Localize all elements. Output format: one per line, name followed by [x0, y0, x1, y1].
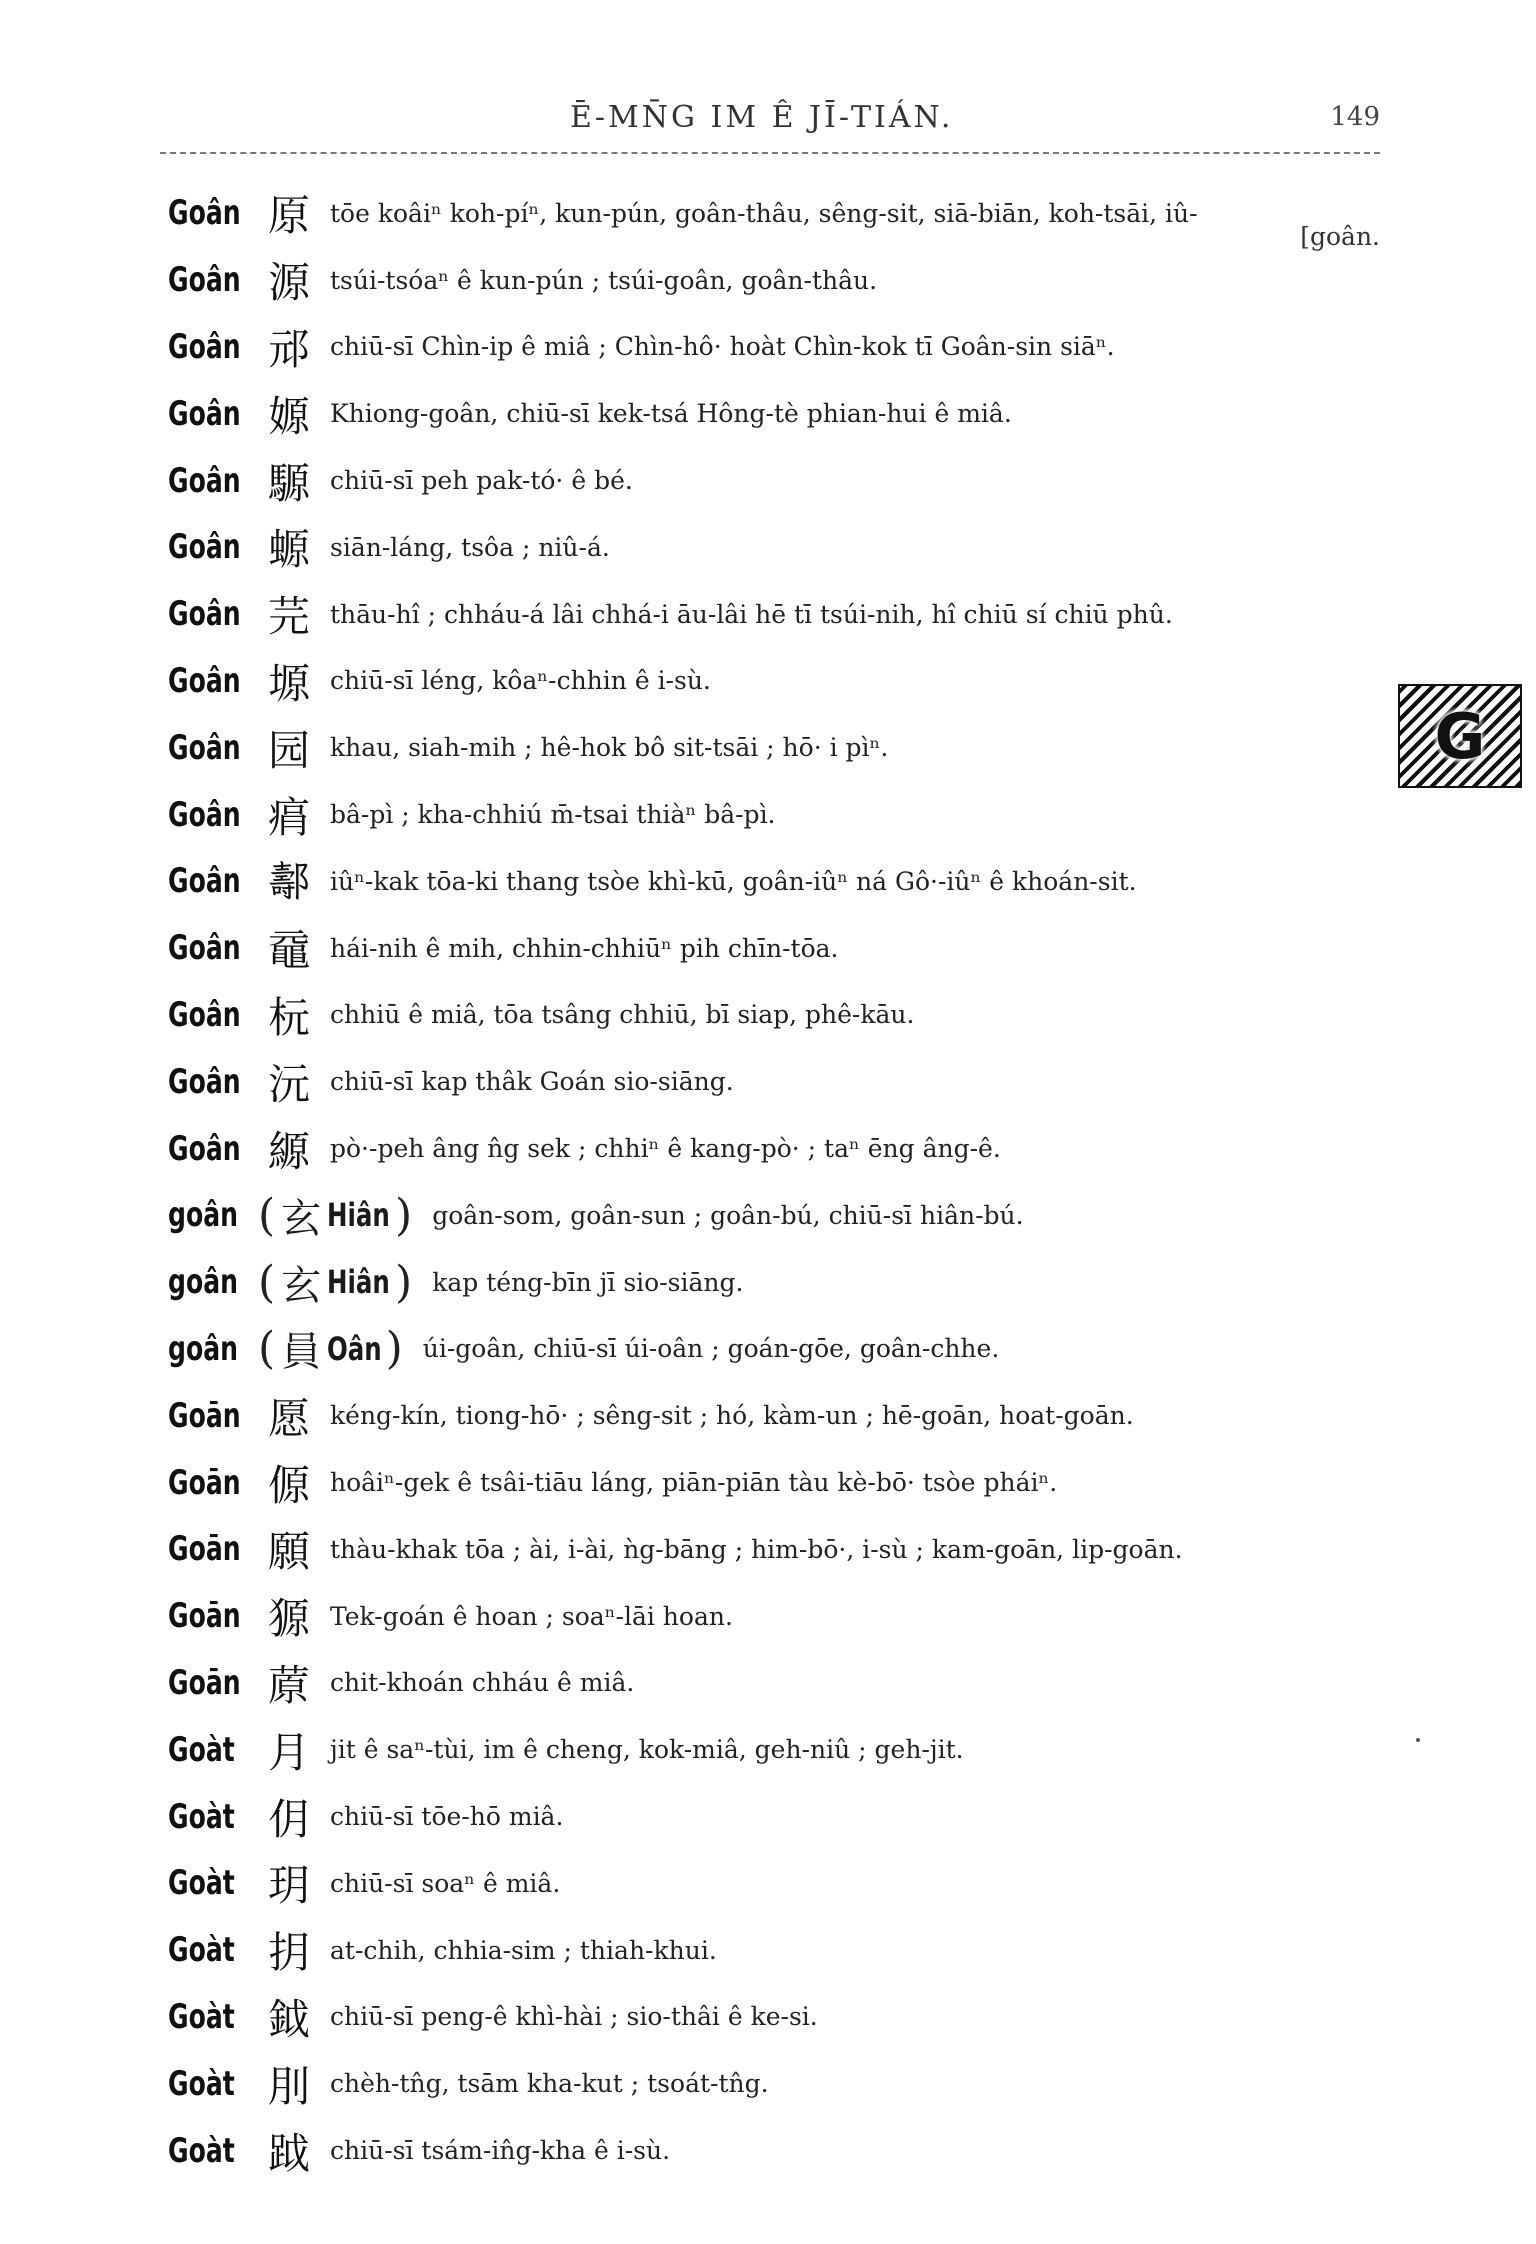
close-paren: )	[395, 1189, 413, 1241]
entry-character: 䟠	[267, 2128, 310, 2178]
entry-headword: Goân	[168, 326, 241, 367]
dictionary-entry	[168, 1182, 1388, 1249]
entry-definition: thāu-hî ; chháu-á lâi chhá-i āu-lâi hē tī tsúi-nih, hî chiū sí chiū phû.	[330, 599, 1173, 629]
entry-definition: chit-khoán chháu ê miâ.	[330, 1668, 635, 1698]
entry-character: 源	[267, 258, 310, 308]
entry-definition: siān-láng, tsôa ; niû-á.	[330, 532, 610, 562]
dictionary-entry	[168, 1516, 1388, 1583]
dictionary-entry	[168, 2117, 1388, 2184]
cross-reference-reading: Hiân	[327, 1263, 390, 1302]
dictionary-entry	[168, 982, 1388, 1049]
entry-headword: Goān	[168, 1462, 241, 1503]
entry-character: 原	[267, 191, 310, 241]
entry-character: 邧	[267, 324, 310, 374]
entry-definition: chiū-sī tōe-hō miâ.	[330, 1802, 564, 1832]
entry-definition: thàu-khak tōa ; ài, i-ài, ǹg-bāng ; him-bō·, i-sù ; kam-goān, lip-goān.	[330, 1534, 1183, 1564]
entry-definition: chiū-sī léng, kôaⁿ-chhin ê i-sù.	[330, 666, 711, 696]
entry-headword: Goàt	[168, 1729, 235, 1770]
entry-headword: Goàt	[168, 2130, 235, 2171]
entry-definition: iûⁿ-kak tōa-ki thang tsòe khì-kū, goân-iûⁿ ná Gô·-iûⁿ ê khoán-sit.	[330, 866, 1137, 896]
entry-definition: chiū-sī peh pak-tó· ê bé.	[330, 466, 633, 496]
entry-headword: Goàt	[168, 1996, 235, 2037]
open-paren: (	[258, 1189, 276, 1241]
cross-reference	[258, 1320, 403, 1377]
dictionary-entry	[168, 1984, 1388, 2051]
cross-reference-character: 玄	[281, 1262, 322, 1309]
close-paren: )	[385, 1323, 403, 1375]
entry-character: 刖	[267, 2061, 310, 2111]
entry-definition: jit ê saⁿ-tùi, im ê cheng, kok-miâ, geh-niû ; geh-jit.	[330, 1735, 964, 1765]
dictionary-entry	[168, 1449, 1388, 1516]
entry-definition: chèh-tn̂g, tsām kha-kut ; tsoát-tn̂g.	[330, 2069, 769, 2099]
entry-character: 騵	[267, 458, 310, 508]
entry-character: 𨞪	[267, 856, 310, 906]
dictionary-entry	[168, 915, 1388, 982]
entry-character: 蒝	[267, 1660, 310, 1710]
entry-definition: hái-nih ê mih, chhin-chhiūⁿ pih chīn-tōa.	[330, 933, 839, 963]
dictionary-entry	[168, 314, 1388, 381]
entry-headword: Goàt	[168, 1796, 235, 1837]
entry-definition: khau, siah-mih ; hê-hok bô sit-tsāi ; hō· i pìⁿ.	[330, 733, 889, 763]
margin-dot	[1416, 1738, 1420, 1742]
entry-character: 鉞	[267, 1994, 310, 2044]
entry-headword: Goân	[168, 1128, 241, 1169]
cross-reference	[258, 1187, 412, 1244]
entry-headword: Goân	[168, 594, 241, 635]
dictionary-entry	[168, 180, 1388, 251]
dictionary-entry	[168, 1583, 1388, 1650]
cross-reference-character: 玄	[281, 1195, 322, 1242]
entry-definition: chiū-sī peng-ê khì-hài ; sio-thâi ê ke-si.	[330, 2002, 818, 2032]
entry-headword: Goân	[168, 994, 241, 1035]
entry-headword: Goàt	[168, 1930, 235, 1971]
entry-character: 縓	[267, 1126, 310, 1176]
entry-definition: kéng-kín, tiong-hō· ; sêng-sit ; hó, kàm-un ; hē-goān, hoat-goān.	[330, 1401, 1134, 1431]
dictionary-entry	[168, 1783, 1388, 1850]
open-paren: (	[258, 1256, 276, 1308]
entry-character: 黿	[267, 926, 310, 976]
entry-headword: Goân	[168, 1061, 241, 1102]
section-tab-letter: G	[1434, 699, 1486, 773]
dictionary-entry	[168, 648, 1388, 715]
entry-definition: pò·-peh âng n̂g sek ; chhiⁿ ê kang-pò· ; taⁿ ēng âng-ê.	[330, 1134, 1001, 1164]
entry-character: 抈	[267, 1928, 310, 1978]
dictionary-entry	[168, 514, 1388, 581]
entry-character: 嫄	[267, 391, 310, 441]
entry-definition: kap téng-bīn jī sio-siāng.	[432, 1267, 744, 1297]
entry-definition: chiū-sī Chìn-ip ê miâ ; Chìn-hô· hoàt Chìn-kok tī Goân-sin siāⁿ.	[330, 332, 1115, 362]
entry-headword: Goân	[168, 193, 241, 234]
entry-definition: tōe koâiⁿ koh-píⁿ, kun-pún, goân-thâu, sêng-sit, siā-biān, koh-tsāi, iû-	[330, 198, 1198, 228]
entry-character: 獂	[267, 1594, 310, 1644]
entry-character: 願	[267, 1527, 310, 1577]
entry-definition: Khiong-goân, chiū-sī kek-tsá Hông-tè phian-hui ê miâ.	[330, 399, 1012, 429]
entry-character: 杬	[267, 992, 310, 1042]
entry-headword: goân	[168, 1328, 238, 1369]
entry-headword: goân	[168, 1262, 238, 1303]
cross-reference-reading: Hiân	[327, 1196, 390, 1235]
running-title: Ē-MN̄G IM Ê JĪ-TIÁN.	[570, 100, 954, 135]
entry-headword: Goân	[168, 928, 241, 969]
entry-character: 月	[267, 1727, 310, 1777]
open-paren: (	[258, 1323, 276, 1375]
cross-reference-character: 員	[281, 1329, 322, 1376]
entry-headword: Goân	[168, 794, 241, 835]
entry-headword: Goàt	[168, 1863, 235, 1904]
section-tab-g	[1398, 684, 1522, 788]
entry-definition: úi-goân, chiū-sī úi-oân ; goán-gōe, goân-chhe.	[422, 1334, 1000, 1364]
entry-character: 园	[267, 725, 310, 775]
entry-definition: at-chih, chhia-sim ; thiah-khui.	[330, 1935, 717, 1965]
entry-character: 螈	[267, 525, 310, 575]
entry-headword: Goān	[168, 1395, 241, 1436]
dictionary-entry	[168, 714, 1388, 781]
entry-character: 塬	[267, 658, 310, 708]
entry-definition: chhiū ê miâ, tōa tsâng chhiū, bī siap, phê-kāu.	[330, 1000, 915, 1030]
dictionary-entry	[168, 1716, 1388, 1783]
entry-headword: Goân	[168, 460, 241, 501]
entry-definition-continuation: [goân.	[1300, 222, 1380, 251]
entry-headword: Goān	[168, 1596, 241, 1637]
entry-headword: Goàt	[168, 2063, 235, 2104]
dictionary-entry	[168, 1048, 1388, 1115]
entry-character: 傆	[267, 1460, 310, 1510]
dictionary-entries	[168, 180, 1388, 2184]
dictionary-entry	[168, 1249, 1388, 1316]
entry-headword: Goân	[168, 260, 241, 301]
cross-reference	[258, 1254, 412, 1311]
dictionary-entry	[168, 2050, 1388, 2117]
entry-character: 芫	[267, 592, 310, 642]
entry-definition: tsúi-tsóaⁿ ê kun-pún ; tsúi-goân, goân-thâu.	[330, 265, 878, 295]
dictionary-entry	[168, 1115, 1388, 1182]
entry-character: 沅	[267, 1059, 310, 1109]
entry-headword: Goân	[168, 527, 241, 568]
dictionary-entry	[168, 1316, 1388, 1383]
entry-definition: bâ-pì ; kha-chhiú m̄-tsai thiàⁿ bâ-pì.	[330, 800, 776, 830]
dictionary-entry	[168, 447, 1388, 514]
entry-headword: Goān	[168, 1662, 241, 1703]
entry-definition: hoâiⁿ-gek ê tsâi-tiāu láng, piān-piān tàu kè-bō· tsòe pháiⁿ.	[330, 1468, 1058, 1498]
page-header	[160, 100, 1380, 160]
entry-definition: Tek-goán ê hoan ; soaⁿ-lāi hoan.	[330, 1601, 733, 1631]
entry-definition: chiū-sī soaⁿ ê miâ.	[330, 1868, 561, 1898]
cross-reference-reading: Oân	[327, 1329, 382, 1368]
header-rule	[160, 152, 1380, 154]
page-number: 149	[1330, 102, 1380, 132]
entry-character: 玥	[267, 1861, 310, 1911]
entry-headword: Goân	[168, 393, 241, 434]
entry-headword: Goān	[168, 1529, 241, 1570]
entry-character: 仴	[267, 1794, 310, 1844]
close-paren: )	[395, 1256, 413, 1308]
dictionary-entry	[168, 781, 1388, 848]
entry-character: 㾓	[267, 792, 310, 842]
entry-headword: Goân	[168, 660, 241, 701]
entry-headword: Goân	[168, 861, 241, 902]
dictionary-entry	[168, 247, 1388, 314]
entry-character: 愿	[267, 1393, 310, 1443]
dictionary-entry	[168, 1382, 1388, 1449]
entry-definition: chiū-sī kap thâk Goán sio-siāng.	[330, 1067, 734, 1097]
dictionary-entry	[168, 1850, 1388, 1917]
dictionary-entry	[168, 848, 1388, 915]
entry-headword: goân	[168, 1195, 238, 1236]
entry-definition: chiū-sī tsám-in̂g-kha ê i-sù.	[330, 2136, 671, 2165]
entry-definition: goân-som, goân-sun ; goân-bú, chiū-sī hiân-bú.	[432, 1200, 1024, 1230]
dictionary-entry	[168, 581, 1388, 648]
dictionary-entry	[168, 1917, 1388, 1984]
dictionary-entry	[168, 380, 1388, 447]
entry-headword: Goân	[168, 727, 241, 768]
dictionary-entry	[168, 1650, 1388, 1717]
